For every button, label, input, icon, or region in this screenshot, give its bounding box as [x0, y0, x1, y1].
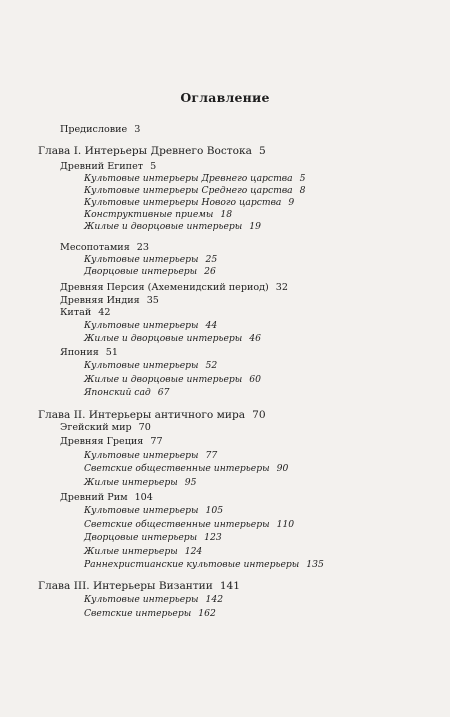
- toc-entry-section: [60, 422, 151, 434]
- toc-entry-page-number: 162: [198, 608, 216, 619]
- toc-entry-title: Дворцовые интерьеры: [84, 266, 198, 277]
- toc-entry-page-number: 5: [258, 145, 266, 157]
- toc-entry-title: Светские общественные интерьеры: [84, 519, 270, 530]
- toc-entry-title: Жилые и дворцовые интерьеры: [84, 374, 243, 385]
- toc-entry-sub: [84, 197, 294, 209]
- toc-entry-sub: [84, 333, 261, 345]
- toc-entry-sub: [84, 532, 222, 544]
- toc-entry-title: Дворцовые интерьеры: [84, 532, 198, 543]
- toc-entry-title: Глава I. Интерьеры Древнего Востока: [38, 145, 252, 157]
- toc-entry-page-number: 104: [134, 492, 153, 503]
- toc-entry-title: Жилые и дворцовые интерьеры: [84, 221, 243, 232]
- toc-entry-title: Жилые интерьеры: [84, 546, 178, 557]
- toc-entry-title: Древняя Индия: [60, 295, 140, 306]
- toc-entry-sub: [84, 477, 196, 489]
- toc-entry-section: [60, 492, 153, 504]
- toc-entry-title: Жилые и дворцовые интерьеры: [84, 333, 243, 344]
- toc-entry-page-number: 9: [288, 197, 295, 208]
- toc-entry-section: [60, 282, 288, 294]
- toc-entry-page-number: 77: [150, 436, 163, 447]
- toc-entry-section: [60, 242, 149, 254]
- toc-entry-page-number: 52: [205, 360, 218, 371]
- toc-entry-title: Китай: [60, 307, 92, 318]
- toc-entry-title: Глава III. Интерьеры Византии: [38, 580, 213, 592]
- toc-entry-title: Культовые интерьеры Нового царства: [84, 197, 282, 208]
- toc-entry-page-number: 124: [184, 546, 203, 557]
- toc-entry-sub: [84, 360, 217, 372]
- toc-entry-title: Древний Рим: [60, 492, 128, 503]
- toc-entry-title: Культовые интерьеры: [84, 254, 199, 265]
- toc-entry-page-number: 19: [249, 221, 261, 232]
- toc-entry-page-number: 42: [98, 307, 111, 318]
- toc-entry-section: [60, 295, 159, 307]
- toc-entry-title: Месопотамия: [60, 242, 130, 253]
- toc-entry-sub: [84, 374, 261, 386]
- toc-entry-title: Культовые интерьеры: [84, 320, 199, 331]
- toc-entry-chapter: [38, 580, 240, 592]
- toc-entry-title: Глава II. Интерьеры античного мира: [38, 409, 246, 421]
- toc-entry-title: Культовые интерьеры: [84, 505, 199, 516]
- toc-entry-section: [60, 307, 110, 319]
- toc-entry-page-number: 105: [205, 505, 224, 516]
- toc-entry-section: [60, 347, 118, 359]
- toc-entry-title: Светские общественные интерьеры: [84, 463, 270, 474]
- toc-entry-sub: [84, 463, 288, 475]
- toc-entry-top: [60, 124, 140, 136]
- toc-entry-page-number: 60: [249, 374, 261, 385]
- toc-entry-page-number: 32: [275, 282, 289, 293]
- toc-entry-page-number: 141: [219, 580, 241, 592]
- toc-entry-section: [60, 436, 163, 448]
- toc-entry-title: Жилые интерьеры: [84, 477, 178, 488]
- toc-entry-page-number: 67: [157, 387, 170, 398]
- toc-entry-page-number: 5: [299, 173, 306, 184]
- toc-entry-title: Культовые интерьеры Среднего царства: [84, 185, 293, 196]
- toc-entry-title: Раннехристианские культовые интерьеры: [84, 559, 300, 570]
- toc-entry-title: Япония: [60, 347, 99, 358]
- toc-entry-chapter: [38, 409, 266, 421]
- toc-entry-sub: [84, 173, 305, 185]
- toc-entry-page-number: 18: [220, 209, 233, 220]
- toc-entry-page-number: 70: [252, 409, 266, 421]
- toc-entry-title: Японский сад: [84, 387, 151, 398]
- toc-entry-page-number: 51: [105, 347, 118, 358]
- page-title: Оглавление: [180, 90, 270, 105]
- toc-entry-page-number: 8: [299, 185, 306, 196]
- toc-entry-title: Древний Египет: [60, 161, 144, 172]
- toc-entry-title: Культовые интерьеры: [84, 360, 199, 371]
- toc-entry-title: Культовые интерьеры: [84, 450, 199, 461]
- toc-entry-sub: [84, 594, 223, 606]
- toc-entry-sub: [84, 505, 223, 517]
- toc-entry-title: Древняя Греция: [60, 436, 144, 447]
- toc-entry-sub: [84, 546, 202, 558]
- toc-entry-page-number: 3: [134, 124, 141, 135]
- toc-entry-page-number: 142: [205, 594, 224, 605]
- toc-entry-page-number: 95: [184, 477, 197, 488]
- toc-entry-title: Конструктивные приемы: [84, 209, 214, 220]
- toc-entry-page-number: 135: [306, 559, 324, 570]
- toc-entry-page-number: 5: [150, 161, 157, 172]
- toc-entry-sub: [84, 185, 306, 197]
- toc-entry-page-number: 35: [146, 295, 159, 306]
- toc-entry-title: Предисловие: [60, 124, 128, 135]
- toc-entry-sub: [84, 221, 261, 233]
- toc-entry-section: [60, 161, 156, 173]
- toc-entry-sub: [84, 519, 294, 531]
- toc-entry-sub: [84, 320, 217, 332]
- toc-entry-page-number: 44: [205, 320, 218, 331]
- toc-entry-page-number: 25: [205, 254, 218, 265]
- toc-entry-sub: [84, 387, 169, 399]
- toc-entry-page-number: 23: [136, 242, 149, 253]
- toc-entry-sub: [84, 266, 216, 278]
- toc-entry-page-number: 110: [276, 519, 295, 530]
- toc-entry-page-number: 70: [138, 422, 151, 433]
- toc-entry-sub: [84, 450, 217, 462]
- toc-entry-page-number: 77: [205, 450, 218, 461]
- toc-entry-sub: [84, 559, 324, 571]
- toc-entry-title: Эгейский мир: [60, 422, 132, 433]
- toc-entry-page-number: 26: [204, 266, 216, 277]
- toc-entry-page-number: 46: [249, 333, 261, 344]
- toc-entry-sub: [84, 608, 216, 620]
- toc-entry-title: Культовые интерьеры Древнего царства: [84, 173, 293, 184]
- toc-entry-page-number: 123: [204, 532, 222, 543]
- toc-entry-title: Светские интерьеры: [84, 608, 192, 619]
- toc-entry-page-number: 90: [276, 463, 289, 474]
- toc-entry-chapter: [38, 145, 266, 157]
- toc-entry-sub: [84, 254, 217, 266]
- toc-entry-sub: [84, 209, 232, 221]
- toc-entry-title: Культовые интерьеры: [84, 594, 199, 605]
- toc-entry-title: Древняя Персия (Ахеменидский период): [60, 282, 269, 293]
